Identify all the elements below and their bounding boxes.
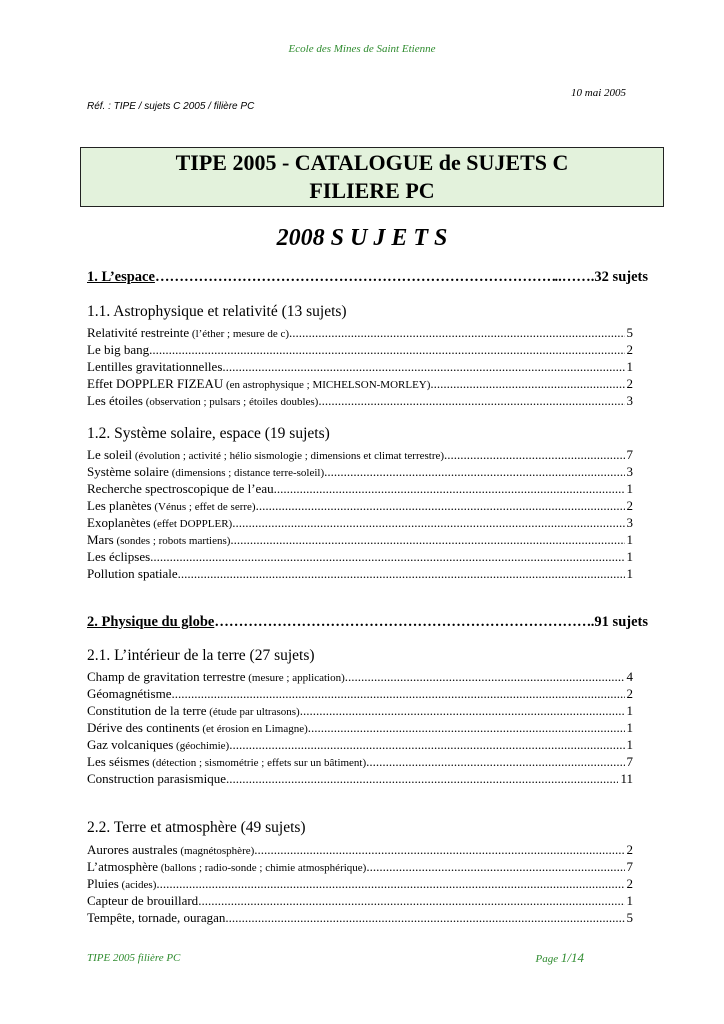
subsection-title: 2.1. L’intérieur de la terre (27 sujets) <box>87 647 315 664</box>
list-item: Gaz volcaniques (géochimie) ..... 1 <box>87 736 633 753</box>
section-physique-du-globe <box>87 613 648 631</box>
title-line-2: FILIERE PC <box>309 178 435 203</box>
list-item: Construction parasismique ..... 11 <box>87 770 633 787</box>
dot-leader <box>214 613 587 631</box>
list-item: Exoplanètes (effet DOPPLER) ..... 3 <box>87 514 633 531</box>
list-item: Système solaire (dimensions ; distance terre-soleil) ..... 3 <box>87 463 633 480</box>
page-indicator: Page 1/14 <box>535 950 584 965</box>
list-item: Relativité restreinte (l’éther ; mesure de c) ..... 5 <box>87 324 633 341</box>
subsection-title: 1.1. Astrophysique et relativité (13 sujets) <box>87 303 347 320</box>
list-item: Dérive des continents (et érosion en Limagne) ..... 1 <box>87 719 633 736</box>
subjects-total: 2008 S U J E T S <box>276 225 448 251</box>
list-item: Le big bang ..... 2 <box>87 341 633 358</box>
list-item: Pluies (acides) ..... 2 <box>87 875 633 892</box>
title-box <box>80 147 664 207</box>
list-item: Les éclipses ..... 1 <box>87 548 633 565</box>
section-count: ..91 sujets <box>587 614 648 630</box>
list-item: Lentilles gravitationnelles ..... 1 <box>87 358 633 375</box>
list-item: Les étoiles (observation ; pulsars ; étoiles doubles) ..... 3 <box>87 392 633 409</box>
section-title: 2. Physique du globe <box>87 614 215 630</box>
list-item: Les séismes (détection ; sismométrie ; effets sur un bâtiment) ..... 7 <box>87 753 633 770</box>
list-item: Effet DOPPLER FIZEAU (en astrophysique ; MICHELSON-MORLEY) ..... 2 <box>87 375 633 392</box>
list-item: Pollution spatiale ..... 1 <box>87 565 633 582</box>
list-item: Champ de gravitation terrestre (mesure ; application) ..... 4 <box>87 668 633 685</box>
subject-list <box>87 668 633 787</box>
list-item: L’atmosphère (ballons ; radio-sonde ; chimie atmosphérique) ..... 7 <box>87 858 633 875</box>
document-date: 10 mai 2005 <box>571 87 626 99</box>
list-item: Constitution de la terre (étude par ultrasons) ..... 1 <box>87 702 633 719</box>
subject-list <box>87 446 633 582</box>
school-name: Ecole des Mines de Saint Etienne <box>288 43 436 55</box>
section-title: 1. L’espace <box>87 269 155 285</box>
list-item: Capteur de brouillard ..... 1 <box>87 892 633 909</box>
title-line-1: TIPE 2005 - CATALOGUE de SUJETS C <box>175 150 569 175</box>
document-reference: Réf. : TIPE / sujets C 2005 / filière PC <box>87 101 255 112</box>
dot-leader <box>155 268 555 286</box>
list-item: Recherche spectroscopique de l’eau ..... 1 <box>87 480 633 497</box>
section-count: ..…….32 sujets <box>554 269 648 285</box>
footer-label: TIPE 2005 filière PC <box>87 952 181 964</box>
list-item: Aurores australes (magnétosphère) ..... 2 <box>87 841 633 858</box>
page-number: 1/14 <box>560 950 584 965</box>
subsection-title: 2.2. Terre et atmosphère (49 sujets) <box>87 819 306 836</box>
list-item: Tempête, tornade, ouragan ..... 5 <box>87 909 633 926</box>
subsection-title: 1.2. Système solaire, espace (19 sujets) <box>87 425 330 442</box>
subject-list <box>87 324 633 409</box>
list-item: Le soleil (évolution ; activité ; hélio sismologie ; dimensions et climat terrestre) ..... 7 <box>87 446 633 463</box>
list-item: Les planètes (Vénus ; effet de serre) ..... 2 <box>87 497 633 514</box>
section-espace <box>87 268 648 286</box>
list-item: Mars (sondes ; robots martiens) ..... 1 <box>87 531 633 548</box>
list-item: Géomagnétisme ..... 2 <box>87 685 633 702</box>
subject-list <box>87 841 633 926</box>
